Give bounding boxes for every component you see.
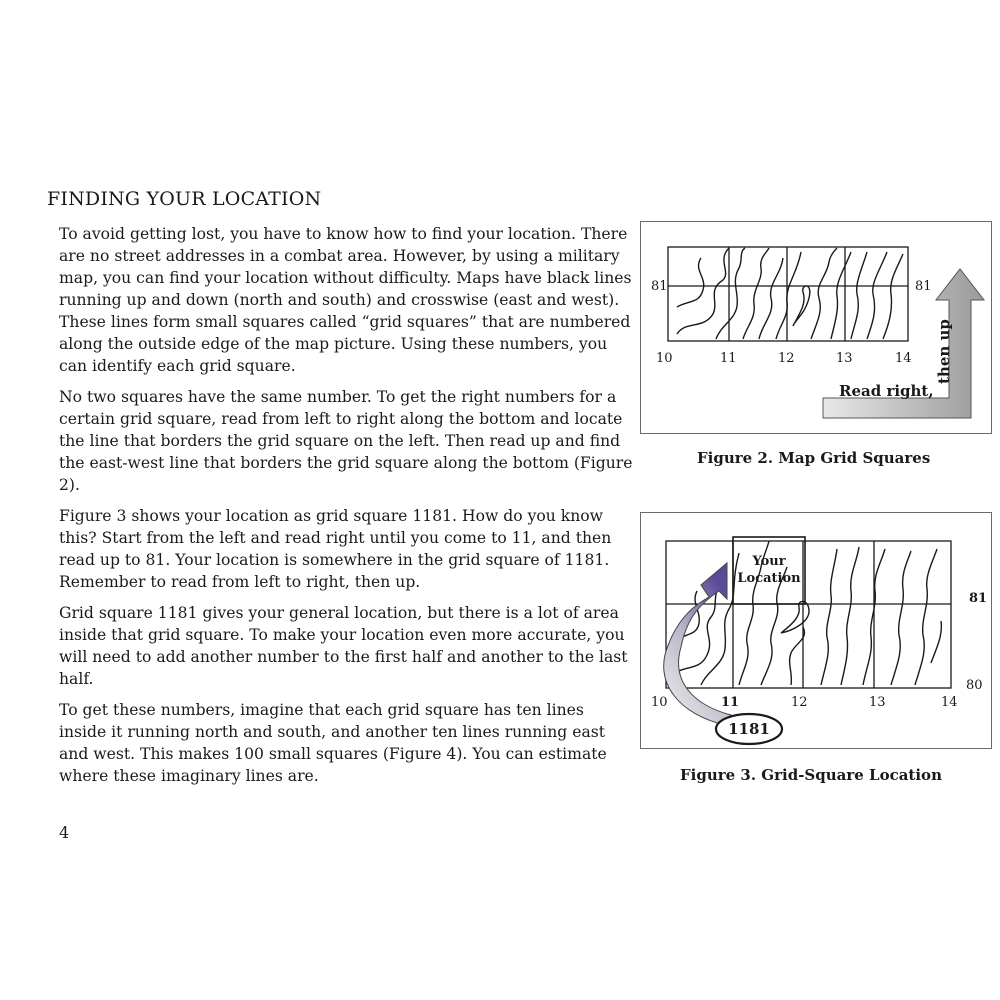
row-label-81-left: 81	[651, 279, 668, 294]
contour-lines	[671, 541, 941, 685]
figure-2-caption: Figure 2. Map Grid Squares	[697, 449, 931, 467]
row-label-81: 81	[969, 591, 988, 606]
col-label-13: 13	[869, 695, 886, 710]
col-label-14: 14	[895, 351, 912, 366]
paragraph-1: To avoid getting lost, you have to know how to find your location. There are no street addresses in a combat area. However, by using a military map, you can find your location without difficulty. Maps have black lines running up and down (north and south) and crosswise (east and west). These lines form small squares called “grid squares” that are numbered along the outside edge of the map picture. Using these numbers, you can identify each grid square.	[59, 225, 632, 375]
col-label-10: 10	[651, 695, 668, 710]
row-label-80: 80	[966, 678, 983, 693]
col-label-11: 11	[720, 351, 737, 366]
figure-3-caption: Figure 3. Grid-Square Location	[680, 766, 942, 784]
arrow-text-then-up: then up	[935, 319, 953, 384]
section-heading: FINDING YOUR LOCATION	[47, 188, 322, 210]
paragraph-4: Grid square 1181 gives your general location, but there is a lot of area inside that grid square. To make your location even more accurate, you will need to add another number to the first half and another to the last half.	[59, 604, 628, 688]
grid-square-number: 1181	[728, 720, 770, 738]
page-number: 4	[59, 823, 70, 842]
col-label-11: 11	[721, 695, 740, 710]
col-label-13: 13	[836, 351, 853, 366]
figure-2-map-grid	[640, 221, 992, 434]
map-frame	[668, 247, 908, 341]
grid-lines	[668, 247, 908, 341]
row-label-81-right: 81	[915, 279, 932, 294]
arrow-text-read-right: Read right,	[839, 382, 934, 400]
contour-lines	[677, 248, 903, 339]
paragraph-2: No two squares have the same number. To get the right numbers for a certain grid square, read from left to right along the bottom and locate the line that borders the grid square on the left. Then read up and find the east-west line that borders the grid square along the bottom (Figure 2).	[59, 388, 633, 494]
col-label-14: 14	[941, 695, 958, 710]
col-label-10: 10	[656, 351, 673, 366]
your-location-label-line2: Location	[737, 571, 801, 586]
col-label-12: 12	[778, 351, 795, 366]
figure-3-grid-square-location	[640, 512, 992, 749]
your-location-label-line1: Your	[752, 554, 786, 569]
paragraph-5: To get these numbers, imagine that each grid square has ten lines inside it running north and south, and another ten lines running east and west. This makes 100 small squares (Figure 4). You can estimate where these imaginary lines are.	[59, 701, 607, 785]
paragraph-3: Figure 3 shows your location as grid square 1181. How do you know this? Start from the left and read right until you come to 11, and then read up to 81. Your location is somewhere in the grid square of 1181. Remember to read from left to right, then up.	[59, 507, 612, 591]
col-label-12: 12	[791, 695, 808, 710]
figure-3-illustration	[641, 513, 991, 748]
body-text	[59, 223, 634, 796]
figure-2-illustration	[641, 222, 991, 433]
